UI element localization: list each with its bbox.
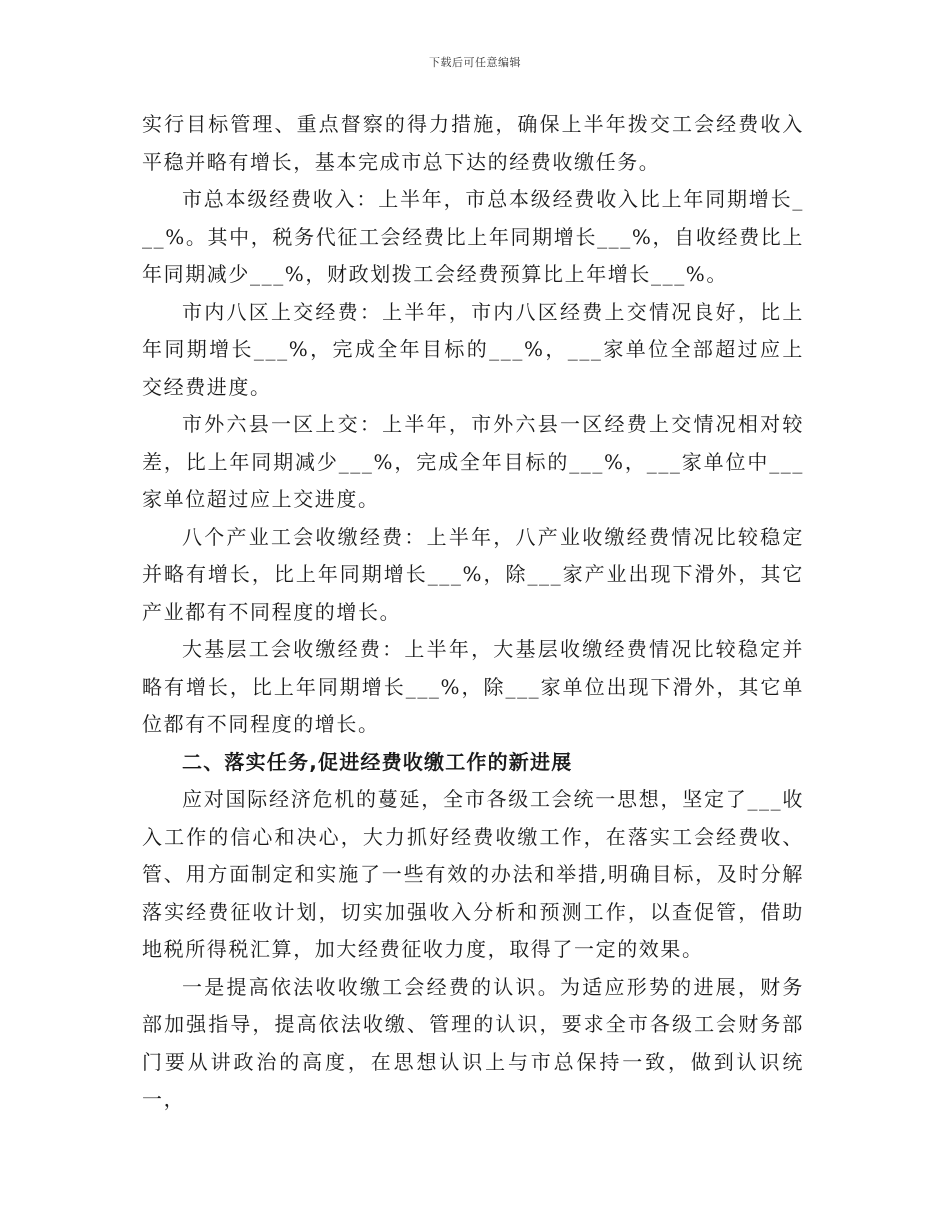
paragraph: 应对国际经济危机的蔓延，全市各级工会统一思想，坚定了___收入工作的信心和决心，大力抓好经费收缴工作，在落实工会经费收、管、用方面制定和实施了一些有效的办法和举措,明确目标，及时分解落实经费征收计划，切实加强收入分析和预测工作，以查促管，借助地税所得税汇算，加大经费征收力度，取得了一定的效果。 (142, 787, 804, 961)
header-note: 下载后可任意编辑 (429, 56, 521, 69)
paragraph: 实行目标管理、重点督察的得力措施，确保上半年拨交工会经费收入平稳并略有增长，基本完成市总下达的经费收缴任务。 (142, 112, 804, 174)
paragraph: 市内八区上交经费：上半年，市内八区经费上交情况良好，比上年同期增长___%，完成全年目标的___%，___家单位全部超过应上交经费进度。 (142, 299, 804, 399)
paragraph: 一是提高依法收收缴工会经费的认识。为适应形势的进展，财务部加强指导，提高依法收缴、管理的认识，要求全市各级工会财务部门要从讲政治的高度，在思想认识上与市总保持一致，做到认识统一， (142, 974, 804, 1111)
paragraph: 大基层工会收缴经费：上半年，大基层收缴经费情况比较稳定并略有增长，比上年同期增长___%，除___家单位出现下滑外，其它单位都有不同程度的增长。 (142, 637, 804, 736)
paragraph: 八个产业工会收缴经费：上半年，八产业收缴经费情况比较稳定并略有增长，比上年同期增长___%，除___家产业出现下滑外，其它产业都有不同程度的增长。 (142, 524, 804, 624)
paragraph: 市总本级经费收入：上半年，市总本级经费收入比上年同期增长___%。其中，税务代征工会经费比上年同期增长___%，自收经费比上年同期减少___%，财政划拨工会经费预算比上年增长___%。 (142, 187, 804, 286)
paragraph: 市外六县一区上交：上半年，市外六县一区经费上交情况相对较差，比上年同期减少___%，完成全年目标的___%，___家单位中___家单位超过应上交进度。 (142, 412, 804, 511)
document-body (142, 106, 804, 1119)
section-heading: 二、落实任务,促进经费收缴工作的新进展 (182, 749, 573, 774)
